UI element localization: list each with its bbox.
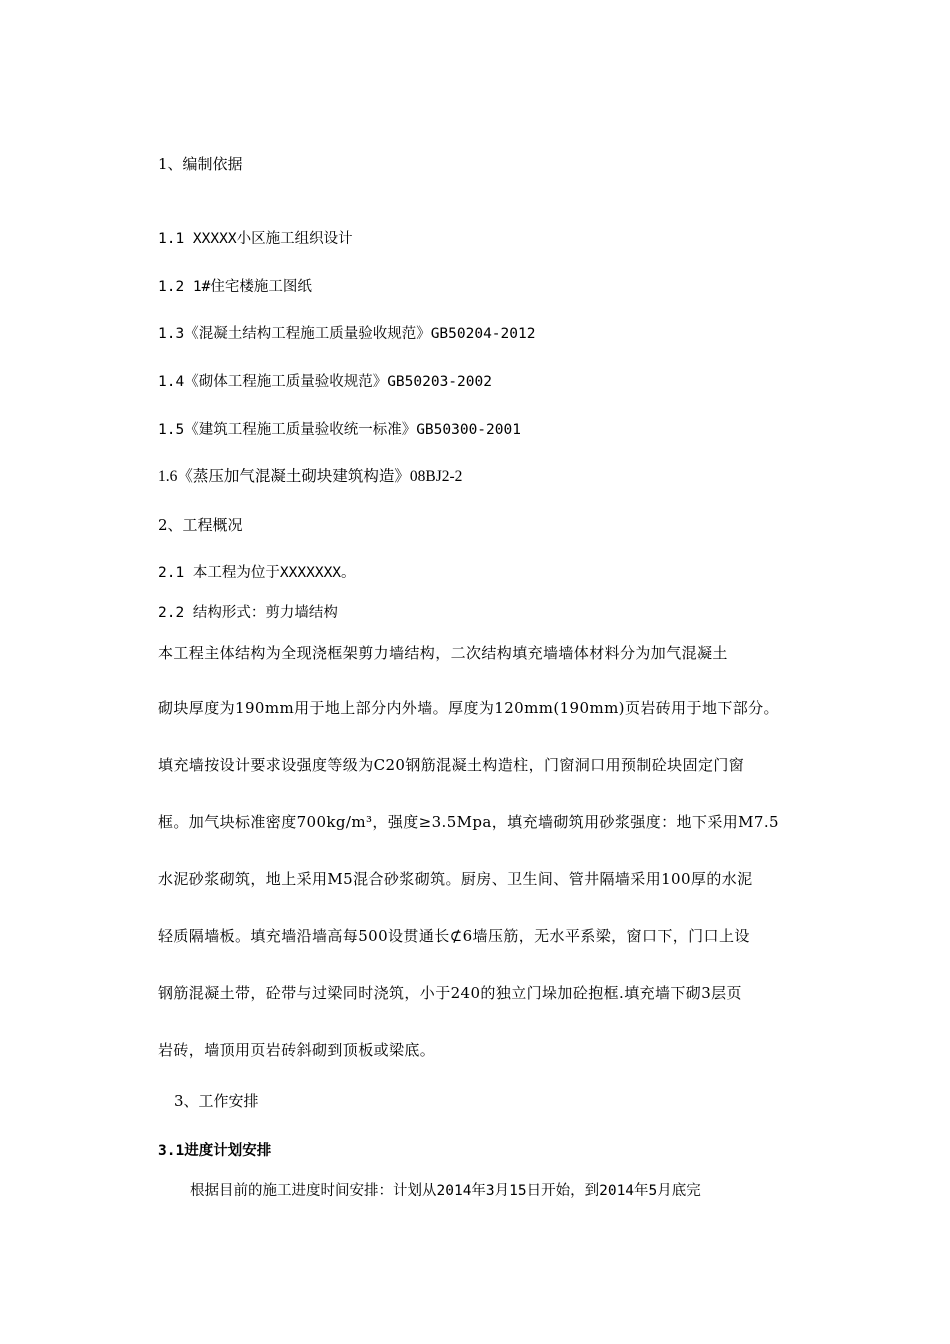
basis-item-3: 1.3《混凝土结构工程施工质量验收规范》GB50204-2012: [158, 326, 536, 342]
overview-item-2-2: 2.2 结构形式：剪力墙结构: [158, 605, 338, 621]
paragraph-line: 本工程主体结构为全现浇框架剪力墙结构，二次结构填充墙墙体材料分为加气混凝土: [158, 644, 728, 662]
schedule-line: 根据目前的施工进度时间安排：计划从2014年3月15日开始，到2014年5月底完: [190, 1183, 701, 1199]
basis-item-1: 1.1 XXXXX小区施工组织设计: [158, 231, 353, 247]
basis-item-6: 1.6《蒸压加气混凝土砌块建筑构造》08BJ2-2: [158, 468, 463, 485]
subsection-heading-3-1: 3.1进度计划安排: [158, 1143, 272, 1159]
paragraph-line: 砌块厚度为190mm用于地上部分内外墙。厚度为120mm(190mm)页岩砖用于地下部分。: [158, 699, 779, 717]
section-heading-3: 3、工作安排: [174, 1092, 259, 1110]
paragraph-line: 水泥砂浆砌筑，地上采用M5混合砂浆砌筑。厨房、卫生间、管井隔墙采用100厚的水泥: [158, 870, 753, 888]
paragraph-line: 钢筋混凝土带，砼带与过梁同时浇筑，小于240的独立门垛加砼抱框.填充墙下砌3层页: [158, 984, 742, 1002]
paragraph-line: 轻质隔墙板。填充墙沿墙高每500设贯通长⊄6墙压筋，无水平系梁，窗口下，门口上设: [158, 927, 750, 945]
basis-item-2: 1.2 1#住宅楼施工图纸: [158, 279, 312, 295]
paragraph-line: 框。加气块标准密度700kg/m³，强度≥3.5Mpa，填充墙砌筑用砂浆强度：地下采用M7.5: [158, 813, 779, 831]
overview-item-2-1: 2.1 本工程为位于XXXXXXX。: [158, 565, 356, 581]
basis-item-4: 1.4《砌体工程施工质量验收规范》GB50203-2002: [158, 374, 492, 390]
basis-item-5: 1.5《建筑工程施工质量验收统一标准》GB50300-2001: [158, 422, 521, 438]
paragraph-line: 岩砖，墙顶用页岩砖斜砌到顶板或梁底。: [158, 1041, 436, 1059]
paragraph-line: 填充墙按设计要求设强度等级为C20钢筋混凝土构造柱，门窗洞口用预制砼块固定门窗: [158, 756, 745, 774]
section-heading-2: 2、工程概况: [158, 516, 243, 534]
section-heading-1: 1、编制依据: [158, 155, 243, 173]
